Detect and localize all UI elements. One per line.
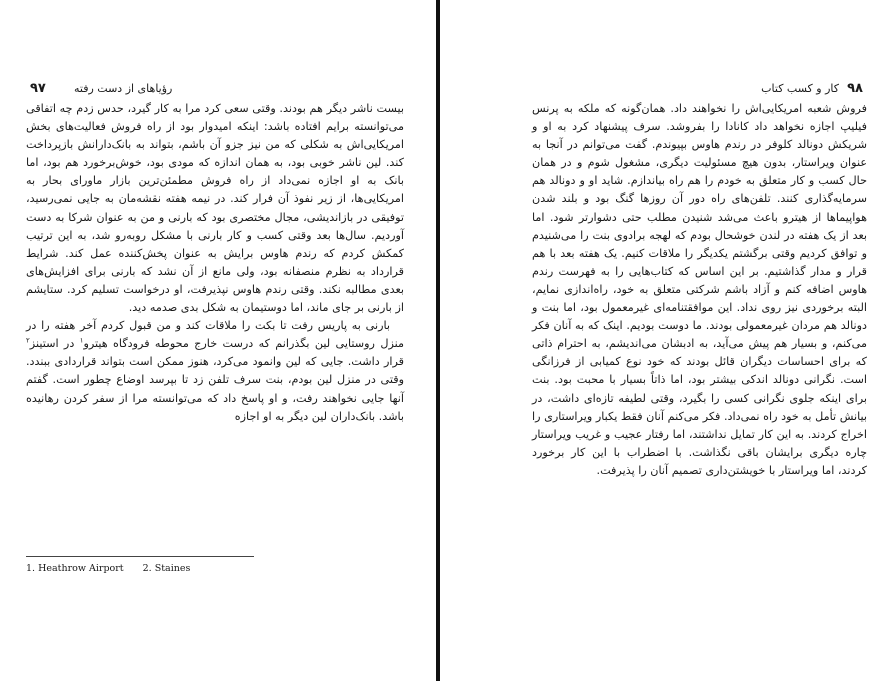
footnote-1: 1. Heathrow Airport [26, 563, 124, 574]
footnote-rule [26, 556, 254, 557]
left-paragraph-2-part-2: در استینز [29, 337, 75, 351]
footnote-2: 2. Staines [142, 563, 191, 574]
right-page [440, 0, 895, 681]
right-running-title: کار و کسب کتاب [761, 82, 839, 95]
right-page-body [532, 100, 867, 480]
right-paragraph-1: فروش شعبه امریکایی‌اش را نخواهند داد. همان‌گونه که ملکه به پرنس فیلیپ اجازه نخواهد داد کانادا را بفروشد. سرف پیشنهاد کرد به او و شریکش دونالد کلوفر در رندم هاوس بپیوندم. گفت می‌توانم در آنجا به عنوان ویراستار، بدون هیچ مسئولیت دیگری، مشغول شوم و در همان حال کسب و کار متعلق به خودم را هم راه بیاندازم. شاید او و دونالد هم سرمایه‌گذاری کنند. تلفن‌های راه دور آن روزها گنگ بود و بلند شدن هواپیماها از هیترو باعث می‌شد شنیدن مطلب حتی دشوارتر شود. اما بعد از یک هفته در لندن خوشحال بودم که لهجه برادوی بنت را می‌شنیدم و توافق کردیم وقتی برگشتم یکدیگر را ملاقات کنیم. یک هفته بعد با هم قرار و مدار گذاشتیم. بر این اساس که کتاب‌هایی را به فهرست رندم هاوس اضافه کنم و آزاد باشم شرکتی متعلق به خود، راه‌اندازی نمایم، البته برخوردی نیز روی نداد. این موافقتنامه‌ای غیرمعمول بود، اما بنت و دونالد هم مردان غیرمعمولی بودند. ما دوست بودیم. اینک که به آنان فکر می‌کنم، و بسیار هم پیش می‌آید، به ادبشان می‌اندیشم، به احترام ذاتی که برای احساسات دیگران قائل بودند که خود نوع کمیابی از فرزانگی است. نگرانی دونالد اندکی بیشتر بود، اما ذاتاً بسیار با محبت بود. بنت برای اینکه جلوی نگرانی کسی را بگیرد، وقتی لطیفه تازه‌ای داشت، در بیانش تأمل به خود راه نمی‌داد. فکر می‌کنم آنان فقط یکبار ویراستاری را اخراج کردند. به این کار تمایل نداشتند، اما رفتار عجیب و غریب ویراستار چاره دیگری برایشان باقی نگذاشت. با اضطراب با این کار برخورد کردند، اما ویراستار با خویشتن‌داری تصمیم آنان را پذیرفت. [532, 102, 867, 477]
left-page-header [30, 80, 400, 98]
left-paragraph-2 [26, 317, 404, 426]
left-paragraph-2-part-1: بارنی به پاریس رفت تا بکت را ملاقات کند و من قبول کردم آخر هفته را در منزل روستایی لین بگذرانم که درست خارج محوطه فرودگاه هیترو [26, 319, 404, 351]
left-paragraph-2-part-3: قرار داشت. جایی که لین وانمود می‌کرد، هنوز ممکن است بتواند قراردادی ببندد. وقتی در منزل لین بودم، بنت سرف تلفن زد تا بپرسد اوضاع چطور است. گفتم آنها جایی نخواهند رفت، و او پاسخ داد که می‌توانسته مرا از سفر کردن رهانیده باشد. بانک‌داران لین دیگر به او اجازه [26, 355, 404, 423]
right-page-header [528, 80, 863, 98]
left-page-number: ۹۷ [30, 81, 46, 96]
footnote-mark-2: ۲ [26, 336, 30, 345]
left-paragraph-1: بیست ناشر دیگر هم بودند. وقتی سعی کرد مرا به کار گیرد، حدس زدم چه اتفاقی می‌توانسته برایم افتاده باشد: اینکه امیدوار بود از راه فروش فعالیت‌های بخش امریکایی‌اش به شکلی که من نیز جزو آن باشم، بتواند به بانک‌دارانش بازپرداخت کند. لین ناشر خوبی بود، به همان اندازه که مودی بود، خوش‌برخورد هم بود، اما بانک به او اجازه نمی‌داد از راه فروش مطمئن‌ترین بازار ماورای بحار به امریکایی‌ها، از زیر نفوذ آن فرار کند. در نیمه هفته نقشه‌مان به جایی نمی‌رسید، توفیقی در بازاندیشی، مجال مختصری بود که بارنی و من به عنوان شرکا به دست آوردیم. سال‌ها بعد وقتی کسب و کار بارنی با مشکل روبه‌رو شد، به این ترتیب کمکش کردم که رندم هاوس برایش به عنوان پخش‌کننده عمل کند. شرایط قرارداد به نظرم منصفانه بود، ولی مانع از آن نشد که بارنی برای افزایش‌های بعدی مطالبه نکند. وقتی رندم هاوس نپذیرفت، او درخواست تسلیم کرد. ستایشم از بارنی بر جای ماند، اما دوستیمان به شکل بدی صدمه دید. [26, 102, 404, 315]
left-running-title: رؤیاهای از دست رفته [74, 82, 173, 95]
left-page [0, 0, 436, 681]
footnotes [26, 562, 406, 576]
right-page-number: ۹۸ [847, 81, 863, 96]
left-page-body [26, 100, 404, 426]
footnote-mark-1: ۱ [79, 336, 84, 345]
